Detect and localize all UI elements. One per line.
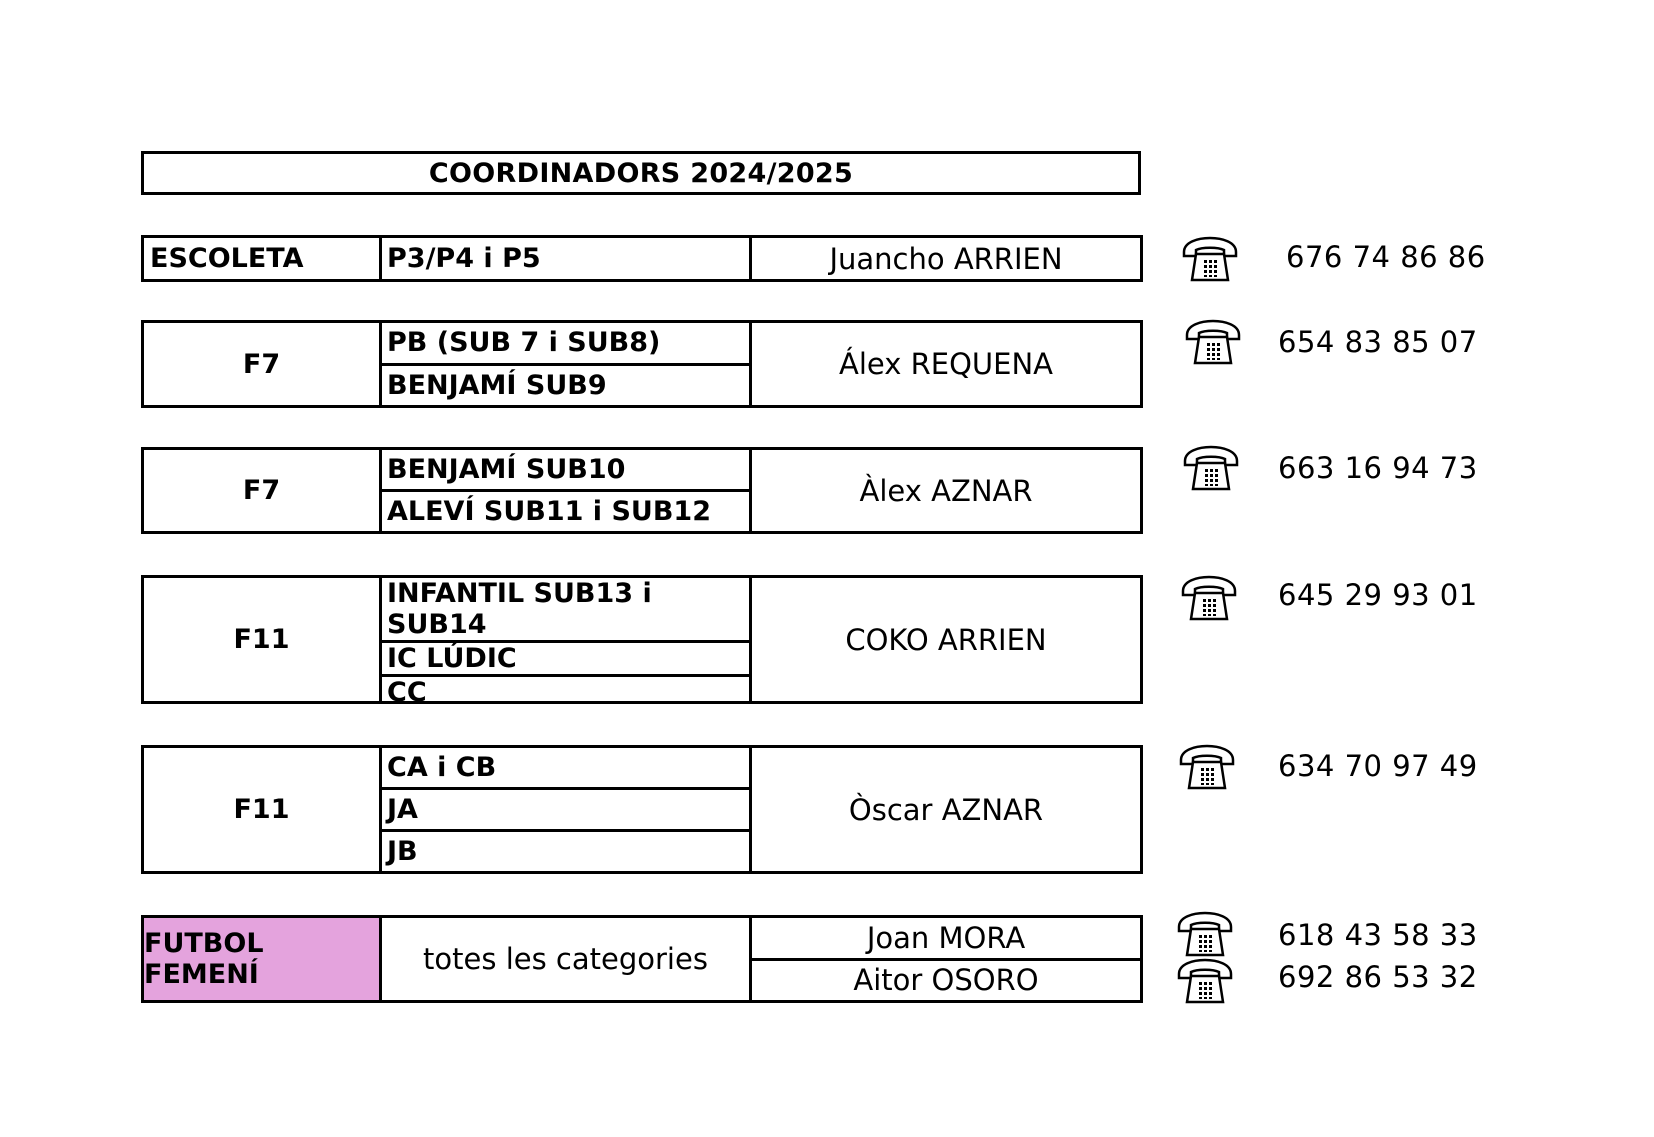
group-label: F7 xyxy=(144,323,382,405)
category-item: BENJAMÍ SUB9 xyxy=(387,369,607,401)
coordinator-name: Álex REQUENA xyxy=(839,347,1053,381)
category-item: ALEVÍ SUB11 i SUB12 xyxy=(387,496,711,527)
coordinator-column xyxy=(752,323,1140,405)
telephone-icon xyxy=(1177,744,1237,790)
phone-number: 618 43 58 33 xyxy=(1278,918,1478,952)
category-item: IC LÚDIC xyxy=(382,643,749,677)
coordinator-block-f11-b xyxy=(141,745,1143,874)
coordinator-column xyxy=(752,918,1140,1000)
group-label: F7 xyxy=(144,450,382,531)
category-item: totes les categories xyxy=(423,942,708,976)
group-label: F11 xyxy=(144,748,382,871)
telephone-icon xyxy=(1179,575,1239,621)
categories-column xyxy=(382,918,752,1000)
category-item: PB (SUB 7 i SUB8) xyxy=(382,323,749,366)
coordinator-column xyxy=(752,238,1140,279)
coordinator-name: Àlex AZNAR xyxy=(859,473,1033,508)
category-item: CA i CB xyxy=(382,748,749,790)
coordinator-column xyxy=(752,748,1140,871)
telephone-icon xyxy=(1175,911,1235,957)
coordinator-column xyxy=(752,578,1140,701)
category-item: INFANTIL SUB13 i SUB14 xyxy=(382,578,749,643)
group-label: F11 xyxy=(144,578,382,701)
category-item: BENJAMÍ SUB10 xyxy=(382,450,749,492)
category-item: P3/P4 i P5 xyxy=(387,243,541,274)
phone-number: 654 83 85 07 xyxy=(1278,325,1478,359)
telephone-icon xyxy=(1180,236,1240,282)
coordinator-block-f7-a xyxy=(141,320,1143,408)
categories-column xyxy=(382,238,752,279)
categories-column xyxy=(382,578,752,708)
coordinator-name: Joan MORA xyxy=(752,918,1140,961)
telephone-icon xyxy=(1183,319,1243,365)
category-item: CC xyxy=(387,677,427,708)
coordinator-name: Òscar AZNAR xyxy=(848,792,1044,827)
phone-number: 634 70 97 49 xyxy=(1278,749,1478,783)
telephone-icon xyxy=(1175,958,1235,1004)
coordinator-block-f7-b xyxy=(141,447,1143,534)
phone-number: 645 29 93 01 xyxy=(1278,578,1478,612)
telephone-icon xyxy=(1181,445,1241,491)
phone-number: 663 16 94 73 xyxy=(1278,451,1478,485)
group-label: FUTBOL FEMENÍ xyxy=(144,918,382,1000)
category-item: JB xyxy=(387,836,418,867)
phone-number: 676 74 86 86 xyxy=(1286,240,1486,274)
categories-column xyxy=(382,748,752,871)
phone-number: 692 86 53 32 xyxy=(1278,960,1478,994)
category-item: JA xyxy=(382,790,749,832)
coordinator-block-escoleta xyxy=(141,235,1143,282)
coordinator-name: Juancho ARRIEN xyxy=(829,241,1063,276)
coordinator-column xyxy=(752,450,1140,531)
group-label: ESCOLETA xyxy=(144,238,382,279)
coordinator-name: Aitor OSORO xyxy=(853,963,1039,998)
categories-column xyxy=(382,450,752,531)
coordinator-block-futbol-femeni xyxy=(141,915,1143,1003)
page-title: COORDINADORS 2024/2025 xyxy=(141,151,1141,195)
coordinator-name: COKO ARRIEN xyxy=(845,622,1047,657)
coordinator-block-f11-a xyxy=(141,575,1143,708)
categories-column xyxy=(382,323,752,405)
